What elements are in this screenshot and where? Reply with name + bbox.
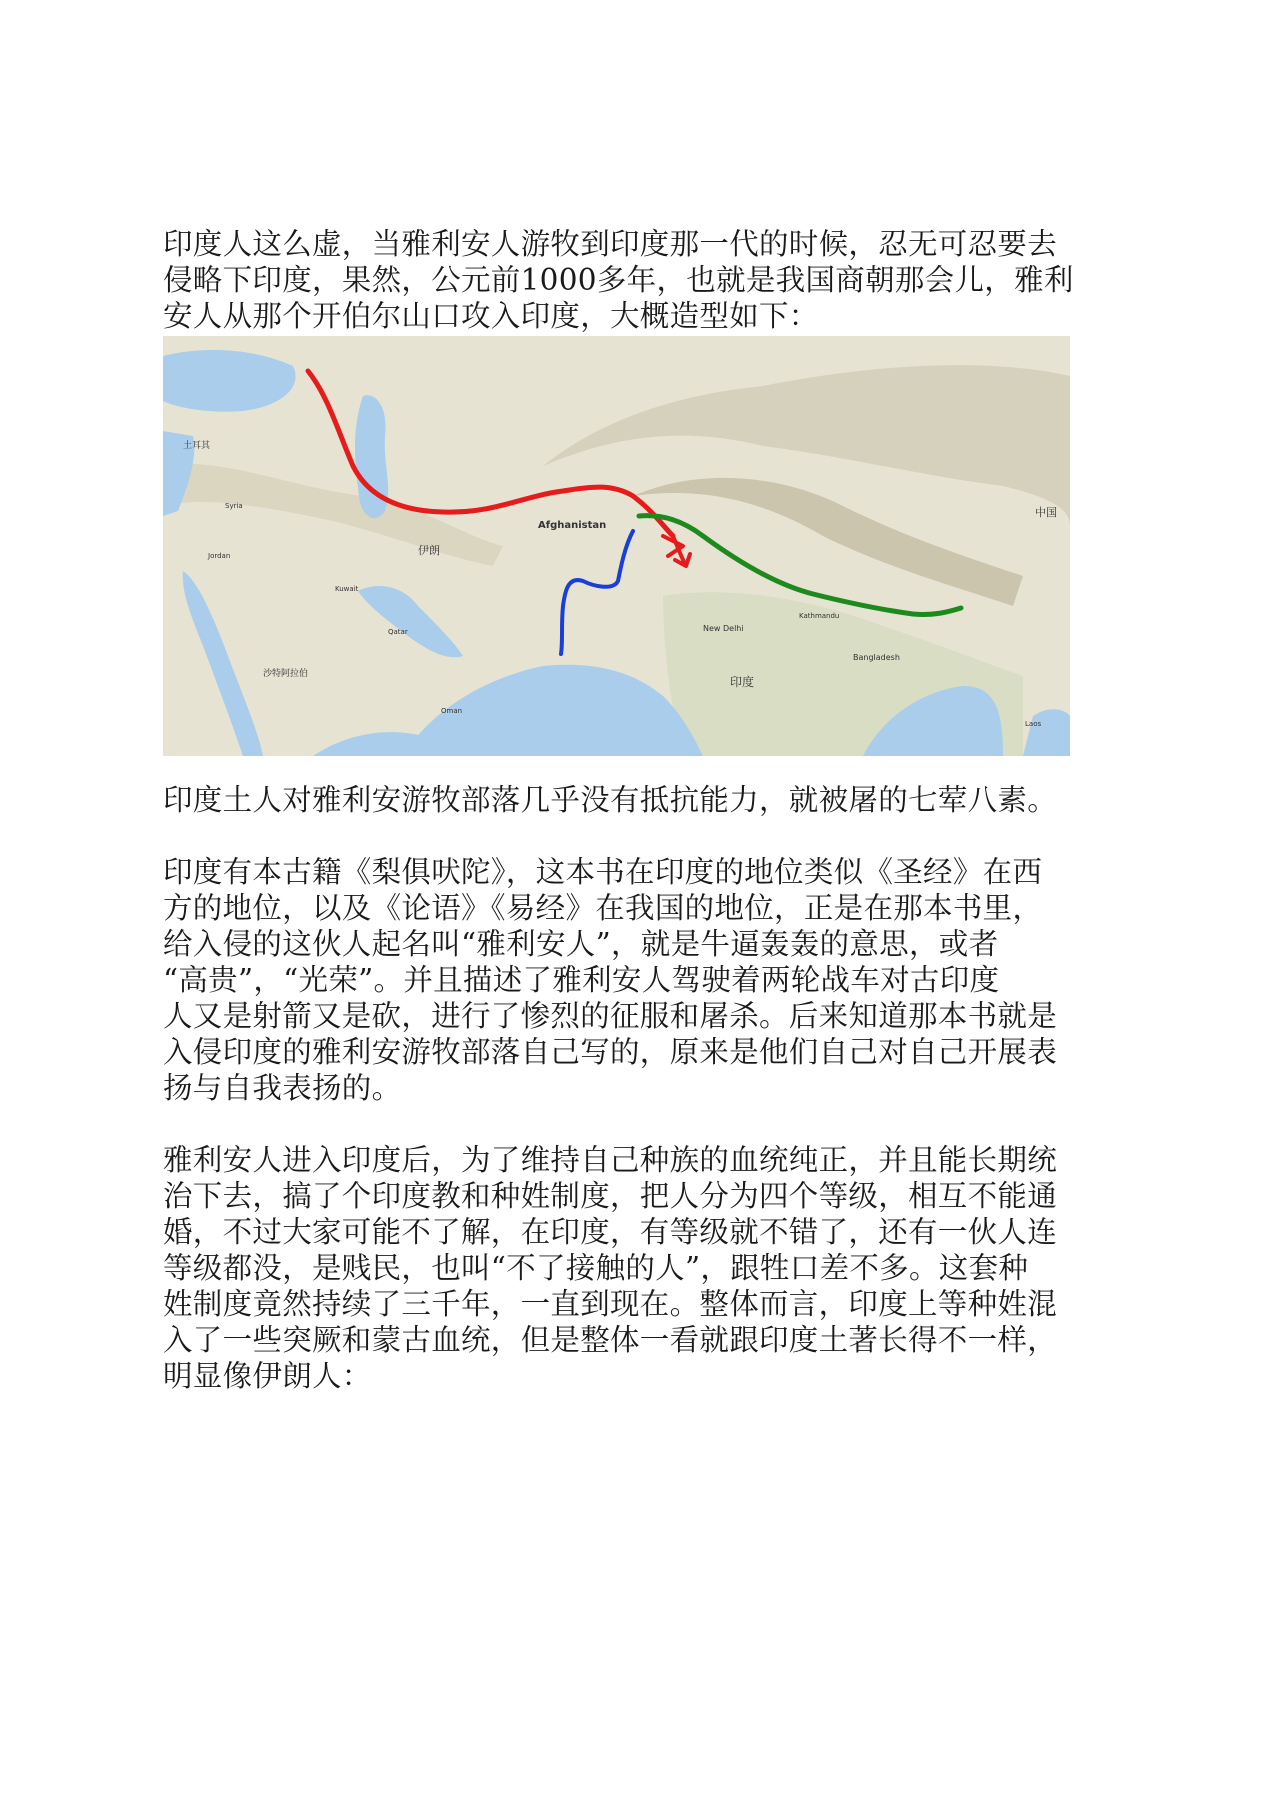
text-line: 治下去，搞了个印度教和种姓制度，把人分为四个等级，相互不能通: [163, 1179, 1058, 1213]
label-kuwait: Kuwait: [335, 585, 359, 593]
text-line: 侵略下印度，果然，公元前1000多年，也就是我国商朝那会儿，雅利: [163, 263, 1074, 297]
label-india: 印度: [730, 675, 755, 689]
text-line: 婚，不过大家可能不了解，在印度，有等级就不错了，还有一伙人连: [163, 1215, 1058, 1249]
label-kathmandu: Kathmandu: [799, 612, 840, 620]
text-line: 入了一些突厥和蒙古血统，但是整体一看就跟印度土著长得不一样，: [163, 1323, 1058, 1357]
document-page: [163, 226, 1113, 1394]
text-line: 等级都没，是贱民，也叫“不了接触的人”，跟牲口差不多。这套种: [163, 1251, 1029, 1285]
text-line: 方的地位，以及《论语》《易经》在我国的地位，正是在那本书里，: [163, 891, 1043, 925]
paragraph-rigveda: [163, 854, 1113, 1106]
label-turkey: 土耳其: [183, 441, 211, 451]
text-line: 雅利安人进入印度后，为了维持自己种族的血统纯正，并且能长期统: [163, 1143, 1058, 1177]
label-qatar: Qatar: [388, 628, 408, 636]
text-line: 安人从那个开伯尔山口攻入印度，大概造型如下：: [163, 299, 819, 333]
text-line: 印度土人对雅利安游牧部落几乎没有抵抗能力，就被屠的七荤八素。: [163, 783, 1058, 817]
label-bangladesh: Bangladesh: [853, 653, 900, 662]
label-new-delhi: New Delhi: [703, 624, 744, 633]
label-jordan: Jordan: [208, 552, 231, 560]
text-line: 印度有本古籍《梨俱吠陀》，这本书在印度的地位类似《圣经》在西: [163, 855, 1043, 889]
label-iran: 伊朗: [418, 544, 440, 557]
label-oman: Oman: [441, 707, 463, 715]
text-line: 人又是射箭又是砍，进行了惨烈的征服和屠杀。后来知道那本书就是: [163, 999, 1058, 1033]
label-china: 中国: [1035, 506, 1057, 519]
text-line: 明显像伊朗人：: [163, 1359, 372, 1393]
label-laos: Laos: [1025, 720, 1042, 728]
paragraph-conquest: [163, 782, 1113, 818]
paragraph-caste-system: [163, 1142, 1113, 1394]
text-line: “高贵”，“光荣”。并且描述了雅利安人驾驶着两轮战车对古印度: [163, 963, 1000, 997]
text-line: 入侵印度的雅利安游牧部落自己写的，原来是他们自己对自己开展表: [163, 1035, 1058, 1069]
paragraph-intro: [163, 226, 1113, 334]
text-line: 印度人这么虚，当雅利安人游牧到印度那一代的时候，忍无可忍要去: [163, 227, 1058, 261]
text-line: 扬与自我表扬的。: [163, 1071, 402, 1105]
label-syria: Syria: [225, 502, 243, 510]
text-line: 姓制度竟然持续了三千年，一直到现在。整体而言，印度上等种姓混: [163, 1287, 1058, 1321]
text-line: 给入侵的这伙人起名叫“雅利安人”，就是牛逼轰轰的意思，或者: [163, 927, 999, 961]
aryan-migration-map: [163, 336, 1070, 756]
label-afghanistan: Afghanistan: [538, 520, 607, 531]
label-saudi-arabia: 沙特阿拉伯: [263, 669, 309, 679]
